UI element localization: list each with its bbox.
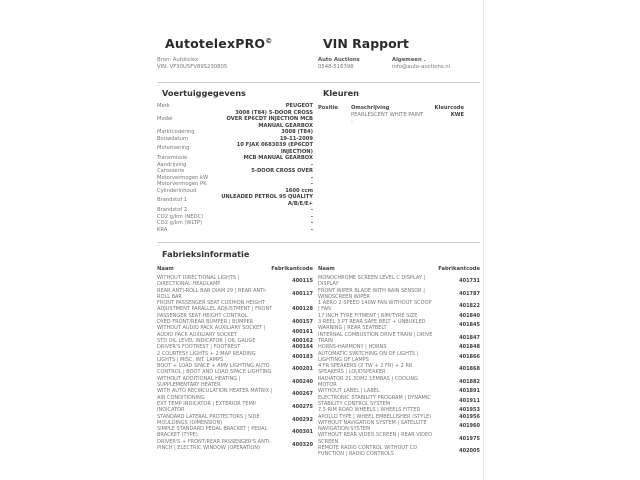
- column-header-fabrikantcode: Fabrikantcode: [271, 266, 313, 272]
- factory-item-name: WITHOUT LABEL | LABEL: [318, 388, 380, 395]
- header-divider: [157, 82, 480, 83]
- factory-item-name: APOLLO TYPE | WHEEL EMBELLISHER (STYLE): [318, 413, 432, 420]
- vehicle-field-label: Marktcodering: [157, 129, 195, 135]
- factory-table-left: [157, 275, 313, 451]
- color-positie: [318, 119, 351, 126]
- report-title: VIN Rapport: [323, 36, 409, 51]
- factory-item-code: 400164: [292, 344, 313, 351]
- factory-item-name: 2 COURTESY LIGHTS + 2 MAP READING LIGHTS | MISC. INT. LAMPS: [157, 350, 256, 363]
- report-content: [157, 0, 480, 480]
- vehicle-field-label: Transmissie: [157, 155, 188, 161]
- copyright-mark: ©: [265, 36, 273, 45]
- vehicle-field-value: PEUGEOT: [285, 103, 313, 109]
- color-omschrijving: -: [351, 119, 353, 125]
- vehicle-data-section: [157, 88, 313, 233]
- factory-row: [318, 300, 480, 313]
- vehicle-section-heading: Voertuiggegevens: [162, 88, 246, 98]
- page-right-edge: [483, 0, 484, 480]
- factory-item-code: 400201: [292, 366, 313, 373]
- vehicle-field-label: Merk: [157, 103, 170, 109]
- vehicle-row: [157, 227, 313, 234]
- factory-row: [318, 376, 480, 389]
- vehicle-field-label: CO2 g/km (WLTP): [157, 220, 203, 226]
- factory-item-name: HORNS-HARMONY | HORNS: [318, 344, 387, 351]
- factory-row: [157, 401, 313, 414]
- vehicle-field-value: MCB MANUAL GEARBOX: [243, 155, 313, 161]
- vehicle-field-value: -: [310, 181, 313, 187]
- factory-item-code: 400161: [292, 328, 313, 335]
- vehicle-field-label: Bouwdatum: [157, 135, 189, 142]
- color-kleurcode: [434, 119, 480, 126]
- factory-item-name: STD OIL LEVEL INDICATOR | OIL GAUGE: [157, 337, 256, 344]
- factory-item-name: DRIVER'S + FRONT/REAR PASSENGER'S ANTI-PINCH | ELECTRIC WINDOW (OPERATION): [157, 438, 272, 452]
- factory-item-name: RADIATOR 21.3DM2 1EMBAS | COOLING MOTOR: [318, 375, 418, 389]
- factory-item-code: 400320: [292, 441, 313, 448]
- vehicle-field-label: Brandstof 1: [157, 197, 188, 204]
- factory-item-name: REAR ANTI-ROLL BAR DIAM 29 | REAR ANTI-ROLL BAR: [157, 287, 267, 300]
- factory-row: [157, 325, 313, 338]
- factory-column-right: [318, 266, 480, 458]
- vehicle-field-label: Cylinderinhoud: [157, 187, 197, 194]
- factory-row: [157, 351, 313, 364]
- factory-item-name: FRONT PASSENGER SEAT CUSHION HEIGHT ADJUSTMENT PARALLEL ADJUSTMENT | FRONT PASSENGER SEAT HEIGHT CONTROL: [157, 300, 273, 319]
- factory-item-name: 1 AERO 2-SPEED 140W FAN WITHOUT SCOOP | FAN: [318, 300, 432, 313]
- factory-item-name: WITHOUT ADDITIONAL HEATING | SUPPLEMENTARY HEATER: [157, 375, 241, 389]
- vehicle-field-label: KRA: [157, 226, 168, 233]
- vehicle-field-value: -: [310, 207, 313, 213]
- general-email: info@auto-auctions.nl: [392, 64, 451, 70]
- vehicle-field-label: Motorisering: [157, 145, 190, 152]
- color-positie: [318, 112, 351, 119]
- factory-item-name: 3 REEL 3 PT REAR SAFE BELT + UNBUKLED WARNING | REAR SEATBELT: [318, 319, 426, 332]
- factory-item-code: 400183: [292, 353, 313, 360]
- factory-item-name: MONOCHROME SCREEN LEVEL C DISPLAY | DISPLAY: [318, 275, 426, 288]
- section-divider: [157, 242, 480, 243]
- vehicle-field-label: Brandstof 2: [157, 207, 188, 213]
- company-name: Auto Auctions: [318, 57, 360, 63]
- vehicle-field-label: Motorvermogen kW: [157, 174, 209, 181]
- factory-item-name: WITHOUT NAVIGATION SYSTEM | SATELLITE NAVIGATION SYSTEM: [318, 419, 427, 433]
- column-header-fabrikantcode: Fabrikantcode: [438, 266, 480, 272]
- report-meta-company: [318, 57, 360, 71]
- factory-item-name: WITHOUT DIRECTIONAL LIGHTS | DIRECTIONAL HEADLAMP: [157, 275, 240, 288]
- vin-line: VIN: VF30U5FV89S230805: [157, 64, 228, 70]
- factory-item-name: SIMPLE STANDARD PEDAL BRACKET | PEDAL BRACKET (TYPE): [157, 426, 268, 439]
- factory-row: [157, 275, 313, 288]
- factory-table-header: [157, 266, 313, 273]
- factory-row: [157, 376, 313, 389]
- vehicle-field-value: 10 FJAX 0683039 (EP6CDT INJECTION): [236, 142, 313, 155]
- factory-item-code: 401847: [459, 334, 480, 341]
- colors-table: [318, 112, 480, 126]
- factory-row: [157, 363, 313, 376]
- factory-item-code: 401882: [459, 378, 480, 385]
- vehicle-row: [157, 110, 313, 130]
- vehicle-field-value: -: [310, 220, 313, 226]
- vehicle-field-label: Model: [157, 116, 173, 122]
- factory-item-code: 401956: [459, 413, 480, 420]
- factory-row: [318, 319, 480, 332]
- vehicle-field-value: -: [310, 161, 313, 168]
- vehicle-field-value: 3008 (T84) 5-DOOR CROSS OVER EP6CDT INJECTION MCB MANUAL GEARBOX: [226, 109, 313, 129]
- factory-row: [318, 275, 480, 288]
- factory-item-code: 400267: [292, 391, 313, 398]
- factory-item-name: DYED FRONT/REAR BUMPER | BUMPER: [157, 319, 254, 326]
- factory-item-code: 400301: [292, 429, 313, 436]
- color-kleurcode: KWE: [450, 112, 464, 118]
- factory-item-code: 400115: [292, 278, 313, 285]
- factory-item-name: WITHOUT AUDIO PACK AUXILIARY SOCKET | AUDIO PACK AUXILIARY SOCKET: [157, 325, 266, 338]
- factory-item-code: 401840: [459, 312, 480, 319]
- factory-item-code: 401868: [459, 366, 480, 373]
- factory-section-heading: Fabrieksinformatie: [162, 249, 250, 259]
- factory-item-code: 401787: [459, 290, 480, 297]
- factory-row: [157, 300, 313, 319]
- factory-item-name: BOOT + LOAD SPACE + AMV LIGHTING AUTO CONTROL | BOOT AND LOAD SPACE LIGHTING: [157, 363, 272, 376]
- factory-item-code: 401975: [459, 435, 480, 442]
- factory-item-name: WITH AUTO RECIRCULATION HEATER MATRIX | AIR CONDITIONING: [157, 388, 273, 401]
- vehicle-field-value: 3008 (T84): [281, 129, 313, 135]
- factory-item-code: 401822: [459, 303, 480, 310]
- vehicle-field-value: 1600 ccm: [285, 187, 313, 194]
- factory-row: [318, 445, 480, 458]
- factory-item-code: 401848: [459, 344, 480, 351]
- colors-section: [318, 88, 480, 126]
- color-row: [318, 112, 480, 119]
- report-meta-source: [157, 57, 227, 71]
- factory-item-code: 401960: [459, 422, 480, 429]
- factory-item-code: 400128: [292, 306, 313, 313]
- colors-section-heading: Kleuren: [323, 88, 359, 98]
- factory-item-code: 400117: [292, 290, 313, 297]
- factory-row: [157, 414, 313, 427]
- brand-title: [165, 36, 272, 51]
- factory-item-code: 400275: [292, 404, 313, 411]
- factory-item-code: 401731: [459, 278, 480, 285]
- color-omschrijving: PEARLESCENT WHITE PAINT: [351, 112, 424, 118]
- vehicle-field-label: Aandrijving: [157, 161, 187, 168]
- factory-row: [157, 388, 313, 401]
- factory-item-code: 401845: [459, 322, 480, 329]
- factory-item-code: 401891: [459, 388, 480, 395]
- factory-item-name: DRIVER'S FOOTREST | FOOTREST: [157, 344, 241, 351]
- column-header-kleurcode: Kleurcode: [434, 105, 464, 111]
- factory-item-name: 4 FR SPEAKERS (2 TW + 2 FR) + 2 RR SPEAKERS | LOUDSPEAKER: [318, 363, 413, 376]
- column-header-naam: Naam: [318, 266, 335, 272]
- factory-table-right: [318, 275, 480, 458]
- factory-item-name: 17 INCH TYRE FITMENT | RIM/TYRE SIZE: [318, 312, 418, 319]
- vehicle-field-value: -: [310, 174, 313, 181]
- colors-table-header: [318, 105, 480, 112]
- factory-item-code: 400157: [292, 319, 313, 326]
- factory-item-name: 7,5 RIM ROAD WHEELS | WHEELS FITTED: [318, 407, 421, 414]
- factory-item-name: AUTOMATIC SWITCHING ON OF LIGHTS | LIGHTING OF LAMPS: [318, 350, 419, 363]
- factory-row: [318, 332, 480, 345]
- column-header-naam: Naam: [157, 266, 174, 272]
- factory-column-left: [157, 266, 313, 451]
- column-header-omschrijving: Omschrijving: [351, 105, 390, 111]
- vehicle-field-value: UNLEADED PETROL 95 QUALITY A/B/E/E+: [221, 194, 313, 207]
- factory-row: [318, 351, 480, 364]
- vehicle-table: [157, 103, 313, 233]
- vehicle-field-value: 5-DOOR CROSS OVER: [251, 168, 313, 174]
- factory-section: [157, 249, 357, 259]
- column-header-positie: Positie: [318, 105, 339, 111]
- factory-row: [157, 439, 313, 452]
- factory-row: [318, 395, 480, 408]
- factory-item-name: WITHOUT REAR VIDEO SCREEN | REAR VIDEO SCREEN: [318, 432, 433, 445]
- factory-item-name: FRONT WIPER BLADE WITH RAIN SENSOR | WINDSCREEN WIPER: [318, 287, 425, 300]
- factory-item-code: 400240: [292, 378, 313, 385]
- factory-row: [318, 420, 480, 433]
- factory-item-code: 400162: [292, 337, 313, 344]
- factory-item-name: INTERNAL COMBUSTION DRIVE TRAIN | DRIVE TRAIN: [318, 331, 433, 344]
- factory-item-code: 400292: [292, 416, 313, 423]
- color-row: [318, 119, 480, 126]
- vehicle-field-label: CO2 g/km (NEDC): [157, 213, 204, 220]
- brand-name: AutotelexPRO: [165, 36, 266, 51]
- vehicle-row: [157, 194, 313, 207]
- factory-item-code: 402005: [459, 448, 480, 455]
- source-line: Bron: Autotelex: [157, 57, 199, 63]
- company-phone: 0548-516398: [318, 64, 354, 70]
- factory-row: [318, 432, 480, 445]
- vehicle-row: [157, 142, 313, 155]
- factory-item-name: EXT TEMP INDICATOR | EXTERIOR TEMP. INDICATOR: [157, 400, 257, 414]
- factory-item-code: 401866: [459, 353, 480, 360]
- vehicle-field-value: 19-11-2009: [279, 135, 313, 142]
- factory-row: [318, 288, 480, 301]
- vehicle-field-value: -: [310, 213, 313, 220]
- factory-item-name: REMOTE RADIO CONTROL WITHOUT CD FUNCTION | RADIO CONTROLS: [318, 445, 418, 458]
- report-meta-general: [392, 57, 450, 71]
- factory-item-code: 401911: [459, 397, 480, 404]
- vehicle-field-value: -: [310, 226, 313, 233]
- factory-item-name: ELECTRONIC STABILITY PROGRAM | DYNAMIC STABILITY CONTROL SYSTEM: [318, 394, 431, 407]
- factory-item-code: 401953: [459, 407, 480, 414]
- factory-item-name: STANDARD LATERAL PROTECTORS | SIDE MOULDINGS (DIMENSION): [157, 413, 260, 426]
- factory-row: [157, 288, 313, 301]
- factory-row: [318, 363, 480, 376]
- factory-row: [157, 426, 313, 439]
- general-label: Algemeen .: [392, 57, 426, 63]
- factory-table-header: [318, 266, 480, 273]
- vehicle-field-label: Carosserie: [157, 168, 185, 174]
- vehicle-field-label: Motorvermogen PK: [157, 181, 207, 187]
